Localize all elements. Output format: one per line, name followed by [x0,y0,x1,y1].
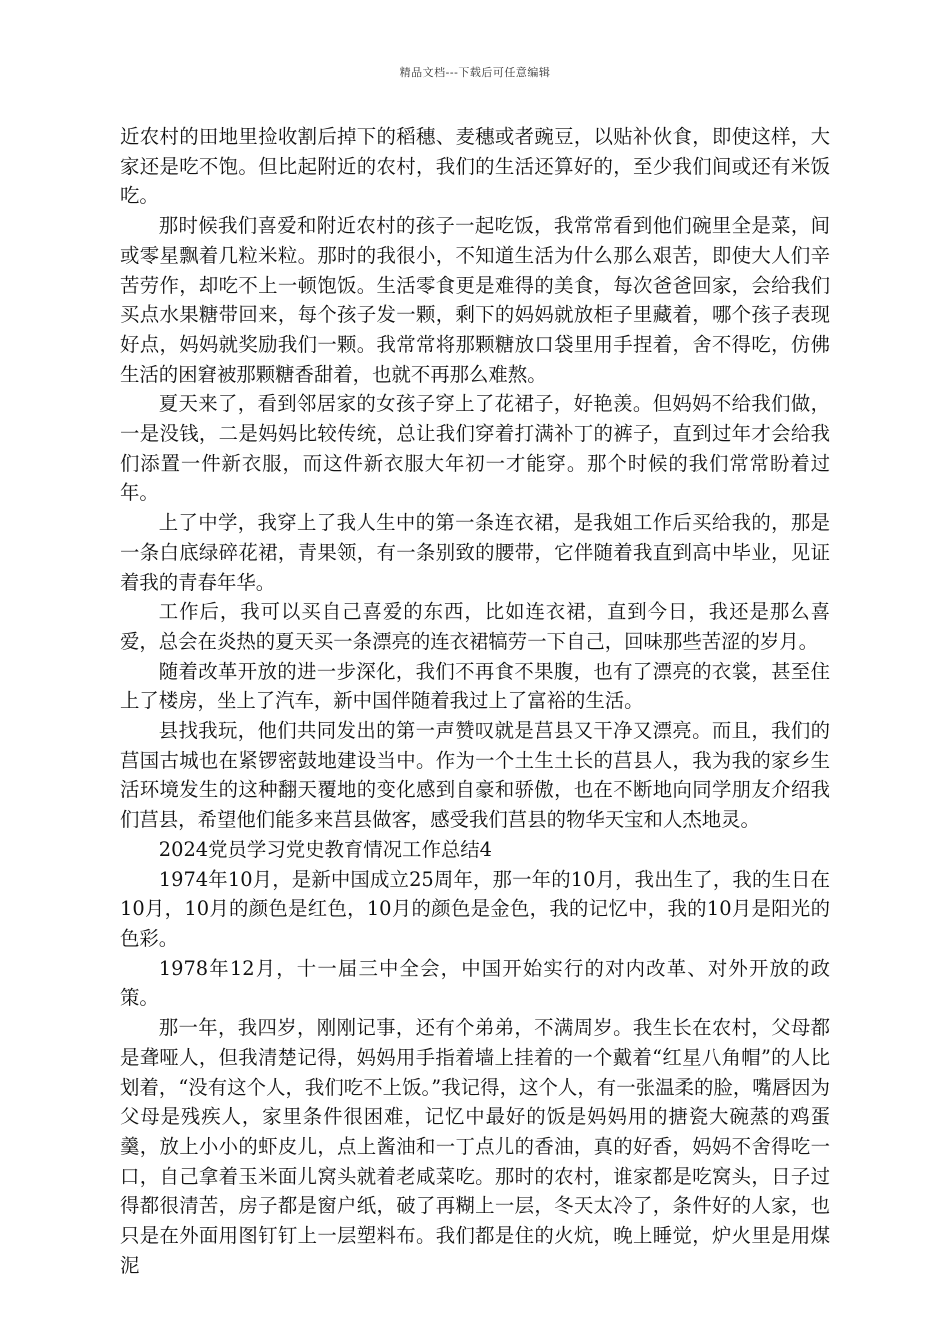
paragraph: 那一年，我四岁，刚刚记事，还有个弟弟，不满周岁。我生长在农村，父母都是聋哑人，但我清楚记得，妈妈用手指着墙上挂着的一个戴着“红星八角帽”的人比划着，“没有这个人，我们吃不上饭。”我记得，这个人，有一张温柔的脸，嘴唇因为父母是残疾人，家里条件很困难，记忆中最好的饭是妈妈用的搪瓷大碗蒸的鸡蛋羹，放上小小的虾皮儿，点上酱油和一丁点儿的香油，真的好香，妈妈不舍得吃一口，自己拿着玉米面儿窝头就着老咸菜吃。那时的农村，谁家都是吃窝头，日子过得都很清苦，房子都是窗户纸，破了再糊上一层，冬天太冷了，条件好的人家，也只是在外面用图钉钉上一层塑料布。我们都是住的火炕，晚上睡觉，炉火里是用煤泥 [120,1016,830,1277]
page-header: 精品文档---下载后可任意编辑 [399,66,551,79]
document-body [120,122,830,1280]
paragraph: 工作后，我可以买自己喜爱的东西，比如连衣裙，直到今日，我还是那么喜爱，总会在炎热的夏天买一条漂亮的连衣裙犒劳一下自己，回味那些苦涩的岁月。 [120,600,830,653]
paragraph: 夏天来了，看到邻居家的女孩子穿上了花裙子，好艳羡。但妈妈不给我们做，一是没钱，二是妈妈比较传统，总让我们穿着打满补丁的裤子，直到过年才会给我们添置一件新衣服，而这件新衣服大年初一才能穿。那个时候的我们常常盼着过年。 [120,392,830,505]
paragraph: 那时候我们喜爱和附近农村的孩子一起吃饭，我常常看到他们碗里全是菜，间或零星飘着几粒米粒。那时的我很小，不知道生活为什么那么艰苦，即使大人们辛苦劳作，却吃不上一顿饱饭。生活零食更是难得的美食，每次爸爸回家，会给我们买点水果糖带回来，每个孩子发一颗，剩下的妈妈就放柜子里藏着，哪个孩子表现好点，妈妈就奖励我们一颗。我常常将那颗糖放口袋里用手捏着，舍不得吃，仿佛生活的困窘被那颗糖香甜着，也就不再那么难熬。 [120,214,830,386]
paragraph: 近农村的田地里捡收割后掉下的稻穗、麦穗或者豌豆，以贴补伙食，即使这样，大家还是吃不饱。但比起附近的农村，我们的生活还算好的，至少我们间或还有米饭吃。 [120,125,830,208]
paragraph: 1978年12月，十一届三中全会，中国开始实行的对内改革、对外开放的政策。 [120,956,830,1010]
paragraph: 上了中学，我穿上了我人生中的第一条连衣裙，是我姐工作后买给我的，那是一条白底绿碎花裙，青果领，有一条别致的腰带，它伴随着我直到高中毕业，见证着我的青春年华。 [120,511,830,594]
paragraph: 县找我玩，他们共同发出的第一声赞叹就是莒县又干净又漂亮。而且，我们的莒国古城也在紧锣密鼓地建设当中。作为一个土生土长的莒县人，我为我的家乡生活环境发生的这种翻天覆地的变化感到自豪和骄傲，也在不断地向同学朋友介绍我们莒县，希望他们能多来莒县做客，感受我们莒县的物华天宝和人杰地灵。 [120,719,830,832]
section-heading: 2024党员学习党史教育情况工作总结4 [158,837,492,861]
paragraph: 随着改革开放的进一步深化，我们不再食不果腹，也有了漂亮的衣裳，甚至住上了楼房，坐上了汽车，新中国伴随着我过上了富裕的生活。 [120,659,830,713]
paragraph: 1974年10月，是新中国成立25周年，那一年的10月，我出生了，我的生日在10月，10月的颜色是红色，10月的颜色是金色，我的记忆中，我的10月是阳光的色彩。 [120,867,830,950]
